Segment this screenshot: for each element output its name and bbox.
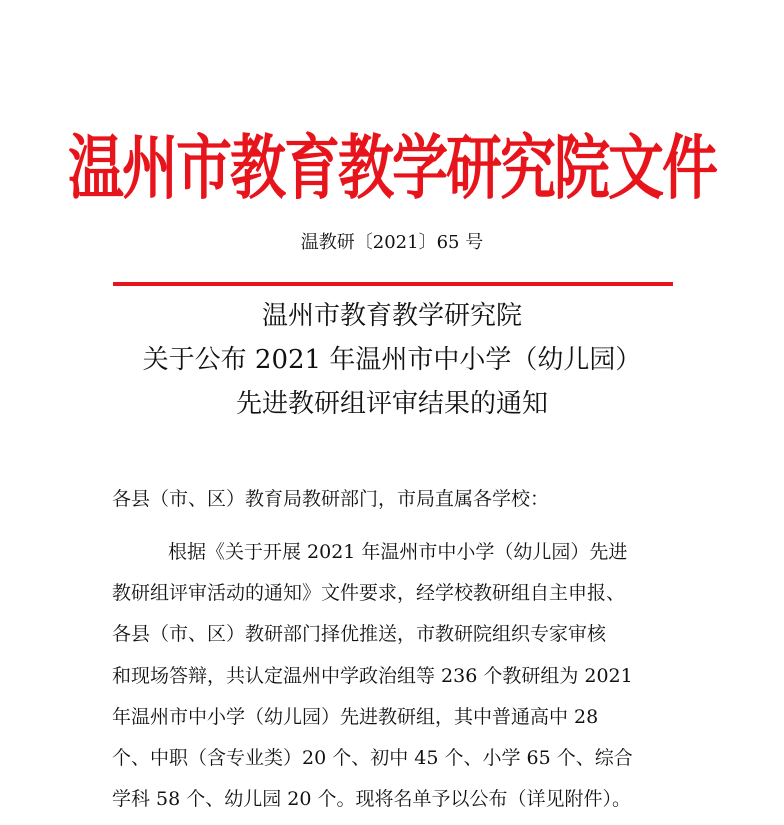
- body-line: 根据《关于开展 2021 年温州市中小学（幼儿园）先进: [168, 541, 628, 563]
- body-line: 教研组评审活动的通知》文件要求，经学校教研组自主申报、: [112, 582, 626, 605]
- body-line: 年温州市中小学（幼儿园）先进教研组，其中普通高中 28: [112, 705, 599, 728]
- salutation: 各县（市、区）教育局教研部门，市局直属各学校：: [112, 488, 550, 510]
- notice-title-line-2: 关于公布 2021 年温州市中小学（幼儿园）: [142, 345, 642, 375]
- masthead-title: 温州市教育教学研究院文件: [68, 128, 716, 210]
- document-number: 温教研〔2021〕65 号: [300, 232, 484, 253]
- body-line: 各县（市、区）教研部门择优推送，市教研院组织专家审核: [112, 623, 607, 646]
- red-divider-line: [113, 282, 673, 286]
- notice-title: [0, 294, 784, 426]
- body-line: 和现场答辩，共认定温州中学政治组等 236 个教研组为 2021: [112, 664, 633, 687]
- notice-title-line-1: 温州市教育教学研究院: [261, 301, 522, 331]
- notice-title-line-3: 先进教研组评审结果的通知: [235, 389, 548, 419]
- body-paragraph: [112, 532, 692, 820]
- body-line: 个、中职（含专业类）20 个、初中 45 个、小学 65 个、综合: [112, 746, 633, 769]
- body-line: 学科 58 个、幼儿园 20 个。现将名单予以公布（详见附件）。: [112, 788, 632, 811]
